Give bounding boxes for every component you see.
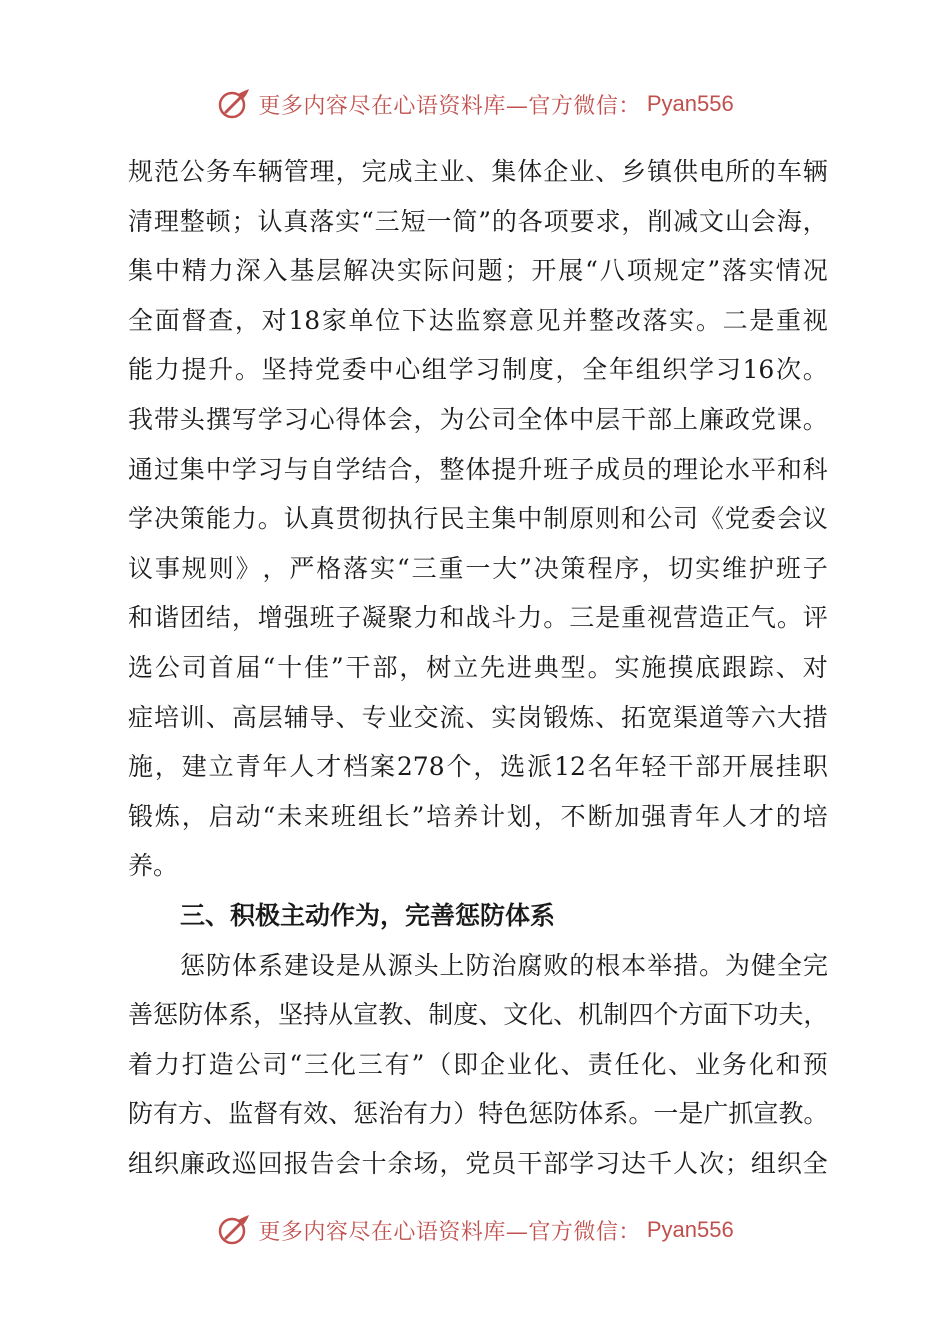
- text-line: 议 事 规 则 》 ， 严 格 落 实 “ 三 重 一 大 ” 决 策 程 序 ， 切 实 维 护 班 子: [128, 553, 828, 583]
- text-line: 防 有 方 、 监 督 有 效 、 惩 治 有 力 ） 特 色 惩 防 体 系 。 一 是 广 抓 宣 教 。: [128, 1099, 829, 1129]
- text-line: 惩 防 体 系 建 设 是 从 源 头 上 防 治 腐 败 的 根 本 举 措 。 为 健 全 完: [180, 950, 828, 980]
- text-line: 症 培 训 、 高 层 辅 导 、 专 业 交 流 、 实 岗 锻 炼 、 拓 宽 渠 道 等 六 大 措: [128, 702, 828, 732]
- text-line: 能 力 提 升 。 坚 持 党 委 中 心 组 学 习 制 度 ， 全 年 组 织 学 习 16 次 。: [128, 355, 828, 385]
- text-line: 规 范 公 务 车 辆 管 理 ， 完 成 主 业 、 集 体 企 业 、 乡 镇 供 电 所 的 车 辆: [128, 157, 828, 186]
- watermark-text: 更多内容尽在心语资料库—官方微信：: [258, 93, 641, 119]
- text-line: 养 。: [128, 851, 179, 881]
- text-line: 我 带 头 撰 写 学 习 心 得 体 会 ， 为 公 司 全 体 中 层 干 部 上 廉 政 党 课 。: [128, 404, 828, 434]
- text-line: 着 力 打 造 公 司 “ 三 化 三 有 ” （ 即 企 业 化 、 责 任 化 、 业 务 化 和 预: [128, 1049, 828, 1079]
- text-line: 善 惩 防 体 系 ， 坚 持 从 宣 教 、 制 度 、 文 化 、 机 制 四 个 方 面 下 功 夫 ，: [128, 1000, 829, 1030]
- paragraph-1: [128, 147, 828, 891]
- paragraph-2: [128, 941, 828, 1189]
- text-line: 清 理 整 顿 ； 认 真 落 实 “ 三 短 一 简 ” 的 各 项 要 求 ， 削 减 文 山 会 海 ，: [128, 206, 828, 236]
- text-line: 通 过 集 中 学 习 与 自 学 结 合 ， 整 体 提 升 班 子 成 员 的 理 论 水 平 和 科: [128, 454, 828, 484]
- watermark-id: Pyan556: [646, 91, 734, 116]
- text-line: 学 决 策 能 力 。 认 真 贯 彻 执 行 民 主 集 中 制 原 则 和 公 司 《 党 委 会 议: [128, 504, 828, 534]
- text-line: 锻 炼 ， 启 动 “ 未 来 班 组 长 ” 培 养 计 划 ， 不 断 加 强 青 年 人 才 的 培: [128, 801, 828, 831]
- header-watermark: [0, 84, 950, 124]
- text-line: 组 织 廉 政 巡 回 报 告 会 十 余 场 ， 党 员 干 部 学 习 达 千 人 次 ； 组 织 全: [128, 1148, 828, 1178]
- text-line: 选 公 司 首 届 “ 十 佳 ” 干 部 ， 树 立 先 进 典 型 。 实 施 摸 底 跟 踪 、 对: [128, 652, 828, 682]
- document-body: [128, 147, 828, 1188]
- quill-logo-icon: [216, 86, 252, 122]
- section-heading: 三、积极主动作为，完善惩防体系: [180, 900, 556, 930]
- footer-watermark: [0, 1210, 950, 1250]
- text-line: 和 谐 团 结 ， 增 强 班 子 凝 聚 力 和 战 斗 力 。 三 是 重 视 营 造 正 气 。 评: [128, 603, 828, 633]
- quill-logo-icon: [216, 1212, 252, 1248]
- watermark-id: Pyan556: [646, 1217, 734, 1242]
- text-line: 集 中 精 力 深 入 基 层 解 决 实 际 问 题 ； 开 展 “ 八 项 规 定 ” 落 实 情 况: [128, 256, 828, 286]
- watermark-text: 更多内容尽在心语资料库—官方微信：: [258, 1219, 641, 1245]
- text-line: 全 面 督 查 ， 对 18 家 单 位 下 达 监 察 意 见 并 整 改 落 实 。 二 是 重 视: [128, 305, 828, 335]
- text-line: 施 ， 建 立 青 年 人 才 档 案 278 个 ， 选 派 12 名 年 轻 干 部 开 展 挂 职: [128, 752, 828, 782]
